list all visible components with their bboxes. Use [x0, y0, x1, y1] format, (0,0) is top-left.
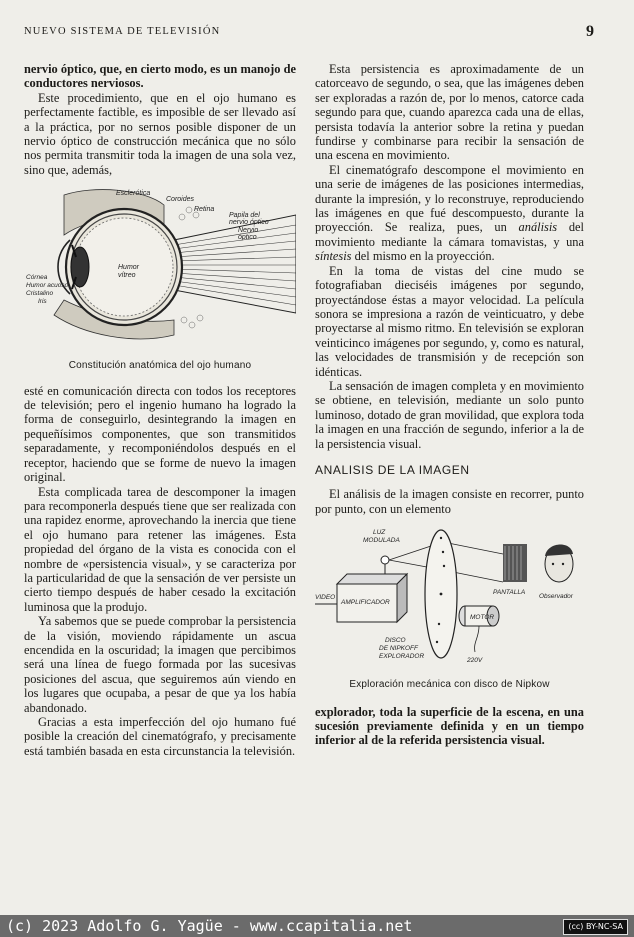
page-header	[24, 23, 610, 42]
label-coroides: Coroides	[166, 196, 195, 204]
label-iris: Iris	[38, 298, 47, 306]
paragraph: Ya sabemos que se puede comprobar la persistencia de la visión, moviendo rápidamente un ascua encendida en la oscuridad; la imagen que percibimos será una línea de fuego formada por las sucesivas posiciones del ascua, que seguiremos aún viendo en los lugares que ocupaba, a pesar de que ya los había abandonado.	[24, 614, 296, 715]
paragraph-text: El cinematógrafo descompone el movimiento en una serie de imágenes de las posiciones intermedias, durante la impresión, y lo reconstruye, reproduciendo las imágenes en que fué descompuesto, durante la proyección. Se realiza, pues, un	[315, 162, 584, 235]
copyright-text: (c) 2023 Adolfo G. Yagüe - www.ccapitalia.net	[6, 917, 413, 935]
page-number: 9	[586, 23, 594, 40]
paragraph-text: del mismo en la proyección.	[354, 249, 495, 264]
right-column	[315, 62, 584, 748]
paragraph: El análisis de la imagen consiste en recorrer, punto por punto, con un elemento	[315, 487, 584, 516]
label-observador: Observador	[539, 593, 573, 601]
label-esclerotica: Esclerótica	[116, 190, 151, 198]
paragraph: La sensación de imagen completa y en movimiento se obtiene, en televisión, mediante un solo punto luminoso, dotado de gran movilidad, que explora toda la imagen en una fracción de segundo, inferior a la de la persistencia visual.	[315, 378, 584, 451]
section-heading: ANALISIS DE LA IMAGEN	[315, 462, 470, 477]
figure-caption: Constitución anatómica del ojo humano	[68, 360, 252, 372]
paragraph: Esta complicada tarea de descomponer la imagen para recomponerla después tiene que ser realizada con una rapidez enorme, aprovechando la inercia que tiene el ojo humano para retener las imágenes. Esta propiedad del órgano de la vista es conocida con el nombre de «persistencia visual», y se caracteriza por la particularidad de que la sensación de ver persiste un cierto tiempo después de haber cesado la excitación luminosa que la produjo.	[24, 484, 296, 614]
paragraph: nervio óptico, que, en cierto modo, es un manojo de conductores nerviosos.	[24, 62, 296, 91]
label-motor: MOTOR	[470, 614, 495, 622]
label-cristalino: Cristalino	[26, 290, 54, 298]
cc-license-badge: (cc) BY-NC-SA	[563, 919, 628, 935]
label-papila: Papila del	[229, 212, 260, 220]
label-explorador: EXPLORADOR	[379, 653, 425, 661]
figure-caption: Exploración mecánica con disco de Nipkow	[349, 679, 550, 691]
nipkow-diagram	[315, 524, 584, 674]
paragraph: Gracias a esta imperfección del ojo humano fué posible la creación del cinematógrafo, y precisamente está también basada en esta circunstancia la televisión.	[24, 715, 296, 758]
label-modulada: MODULADA	[363, 537, 400, 545]
paragraph: esté en comunicación directa con todos los receptores de televisión; pero el ingenio humano ha logrado la forma de conseguirlo, desintegrando la imagen en pequeñísimos componentes, que son transmitidos separadamente, y recomponiéndolos después en el receptor, haciendo que se forme de nuevo la imagen original.	[24, 383, 296, 485]
running-title: NUEVO SISTEMA DE TELEVISIÓN	[24, 26, 221, 37]
label-disco: DISCO	[385, 637, 406, 645]
label-humor-2: vítreo	[118, 272, 136, 280]
label-nervio: Nervio	[238, 227, 259, 235]
label-cornea: Córnea	[26, 274, 48, 282]
paragraph: Esta persistencia es aproximadamente de un catorceavo de segundo, o sea, que las imágenes deben ser exploradas a razón de, por lo menos, catorce cada segundo para que, cuando aparezca cada una de ellas, persista todavía la anterior sobre la retina y puedan fundirse y combinarse para recibir la sensación de una escena en movimiento.	[315, 62, 584, 163]
eye-anatomy-diagram	[24, 185, 296, 355]
paragraph-text: del movimiento mediante la cámara tomavistas, y una	[315, 220, 584, 249]
label-220v: 220V	[467, 657, 483, 665]
eye-anatomy-figure	[24, 185, 296, 373]
nipkow-figure	[315, 524, 584, 692]
label-amplificador: AMPLIFICADOR	[341, 599, 390, 607]
label-humor-acuoso: Humor acuoso	[26, 282, 69, 290]
paragraph: En la toma de vistas del cine mudo se fotografiaban dieciséis imágenes por segundo, proyectándose éstas a mayor velocidad. La película sonora se impresiona a razón de veinticuatro, y debe proyectarse al mismo ritmo. En televisión se exploran veinticinco imágenes por segundo, y, como es natural, las velocidades de transmisión y de recepción son idénticas.	[315, 263, 584, 379]
emphasis-analisis: análisis	[518, 220, 558, 235]
paragraph	[315, 163, 584, 264]
emphasis-sintesis: síntesis	[315, 249, 352, 264]
label-papila-2: nervio óptico	[229, 219, 269, 227]
label-video: VIDEO	[315, 594, 336, 602]
label-pantalla: PANTALLA	[493, 589, 526, 597]
label-humor: Humor	[118, 264, 140, 272]
left-column	[24, 62, 296, 758]
label-de-nipkow: DE NIPKOFF	[379, 645, 419, 653]
paragraph: explorador, toda la superficie de la escena, en una sucesión previamente definida y en un tiempo inferior al de la referida persistencia visual.	[315, 704, 584, 748]
label-retina: Retina	[194, 206, 215, 214]
paragraph: Este procedimiento, que en el ojo humano es perfectamente factible, es imposible de ser llevado así a la práctica, por no sernos posible disponer de un nervio óptico de construcción mecánica que no sólo nos permita transmitir toda la imagen de una sola vez, sino que, además,	[24, 90, 296, 177]
label-luz: LUZ	[373, 529, 386, 537]
label-nervio-2: óptico	[238, 234, 257, 242]
copyright-bar	[0, 915, 634, 937]
